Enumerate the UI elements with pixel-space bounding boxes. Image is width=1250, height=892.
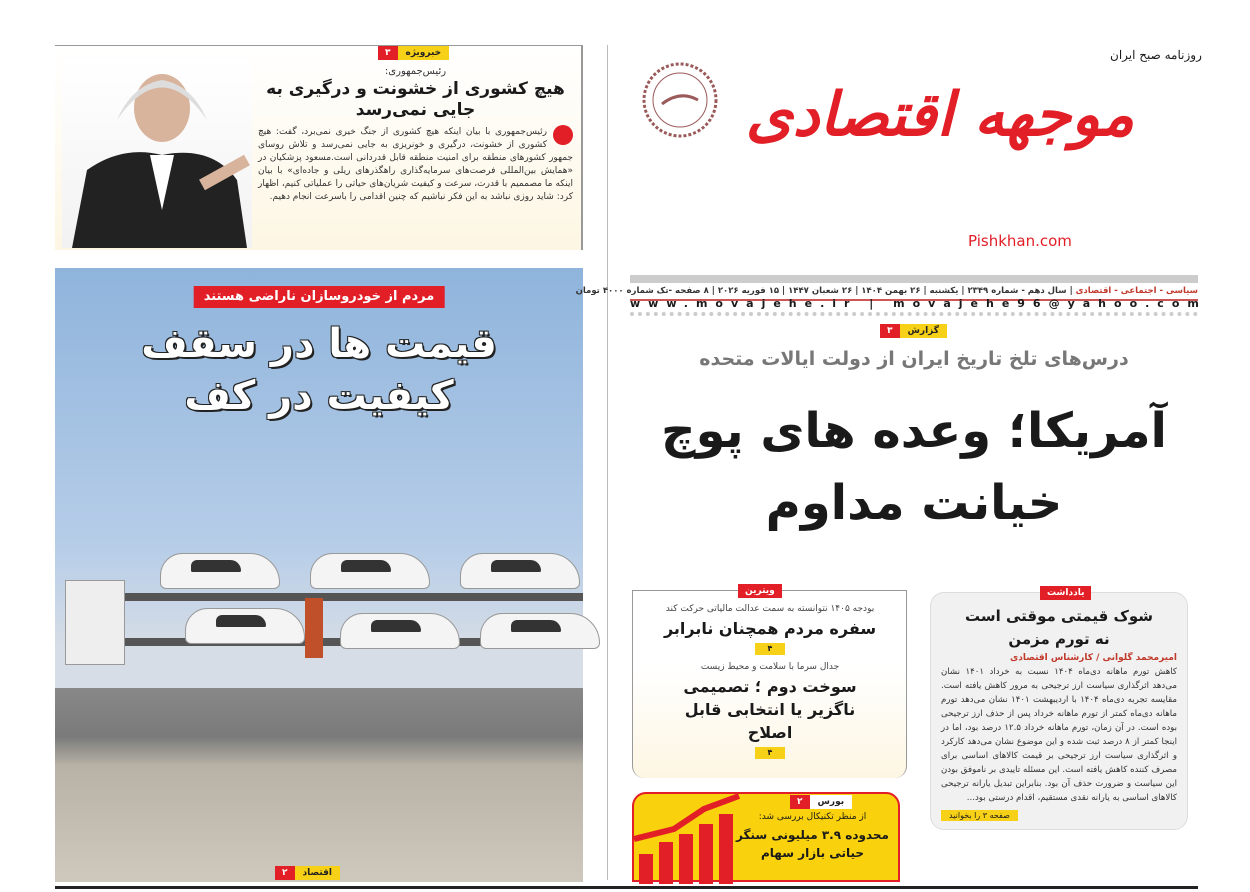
lead-headline[interactable] <box>630 395 1198 539</box>
brief-headline: هیچ کشوری از خشونت و درگیری به جایی نمی‌رسد <box>266 79 565 120</box>
bourse-headline[interactable]: محدوده ۳.۹ میلیونی سنگر حیاتی بازار سهام <box>736 828 889 860</box>
brief-body-wrap <box>258 123 573 204</box>
brief-content <box>258 66 573 204</box>
paper-logo-icon <box>553 125 573 145</box>
tag-label: ویترین <box>738 584 782 598</box>
tag-page: ۳ <box>378 46 398 60</box>
trailer-post <box>305 598 323 658</box>
car <box>310 553 430 589</box>
vitrin-kicker: جدال سرما با سلامت و محیط زیست <box>700 662 840 672</box>
read-more-link[interactable]: صفحه ۳ را بخوانید <box>941 810 1018 821</box>
note-headline-line: شوک قیمتی موقتی است <box>964 607 1154 625</box>
vitrin-items <box>640 604 900 763</box>
bourse-tag <box>790 795 852 809</box>
newspaper-logo-name: موجهه اقتصادی <box>745 80 1135 150</box>
car <box>340 613 460 649</box>
note-headline-line: نه تورم مزمن <box>1008 630 1110 648</box>
trailer-deck <box>125 593 583 601</box>
president-photo <box>62 60 252 248</box>
vitrin-headline[interactable]: سفره مردم همچنان نابرابر <box>663 619 877 638</box>
tag-label: یادداشت <box>1040 586 1091 600</box>
editorial-note-box <box>930 592 1188 830</box>
truck-cab <box>65 580 125 665</box>
cover-headline-line: کیفیت در کف <box>184 373 454 419</box>
cover-story-image[interactable] <box>55 268 583 882</box>
lead-kicker: درس‌های تلخ تاریخ ایران از دولت ایالات متحده <box>699 348 1129 370</box>
lead-headline-line: آمریکا؛ وعده های پوچ <box>660 403 1167 459</box>
page-ref[interactable]: ۴ <box>755 643 785 655</box>
note-body[interactable]: کاهش تورم ماهانه دی‌ماه ۱۴۰۴ نسبت به خرداد ۱۴۰۱ نشان می‌دهد اثرگذاری سیاست ارز ترجیحی به مرور کاهش یافته است. مقایسه تجربه دی‌ماه ۱۴۰۴ با اردیبهشت ۱۴۰۱ نشان می‌دهد تورم ماهانه دی‌ماه کمتر از تورم ماهانه خرداد پس از حذف ارز ترجیحی بوده است. در آن زمان، تورم ماهانه خرداد ۱۲.۵ درصد بود، اما در اینجا کمتر از ۸ درصد ثبت شده و این موضوع نشان می‌دهد کارکرد و اثرگذاری سیاست ارز ترجیحی بر قیمت کالاهای اساسی برای مصرف کننده کاهش یافته است. این مسئله تاییدی بر ناموفق بودن این سیاست و ضرورت حذف آن بود. بنابراین تبدیل یارانه ترجیحی کالاهای اساسی به یارانه نقدی مستقیم، اقدام درستی بود... <box>941 667 1178 803</box>
page-ref[interactable]: ۴ <box>755 747 785 759</box>
watermark: Pishkhan.com <box>968 232 1072 250</box>
vitrin-headline[interactable]: سوخت دوم ؛ تصمیمی ناگزیر یا انتخابی قابل اصلاح <box>683 677 857 742</box>
tag-page: ۲ <box>275 866 295 880</box>
lead-tag <box>880 324 947 338</box>
cover-headline-line: قیمت ها در سقف <box>141 321 497 367</box>
vitrin-kicker: بودجه ۱۴۰۵ نتوانسته به سمت عدالت مالیاتی حرکت کند <box>665 604 875 614</box>
brief-kicker: رئیس‌جمهوری: <box>384 66 447 77</box>
seal-icon <box>640 60 720 140</box>
issue-details: | سال دهم - شماره ۲۳۴۹ | یکشنبه | ۲۶ بهمن ۱۴۰۴ | ۲۶ شعبان ۱۴۴۷ | ۱۵ فوریه ۲۰۲۶ | ۸ صفحه -تک شماره ۴۰۰۰ تومان <box>575 286 1073 296</box>
car <box>480 613 600 649</box>
cover-headline <box>55 318 583 422</box>
note-author: امیرمحمد گلوانی / کارشناس اقتصادی <box>1009 653 1177 663</box>
brief-tag <box>378 46 449 60</box>
brief-body[interactable]: رئیس‌جمهوری با بیان اینکه هیچ کشوری از جنگ خیری نمی‌برد، گفت: هیچ کشوری از خشونت، درگیری و خونریزی به جایی نمی‌رسد و تلاش روسای جمهور کشورهای منطقه برای امنیت منطقه قابل قدردانی است.مسعود پزشکیان در «همایش بین‌المللی فرصت‌های سرمایه‌گذاری راهگذرهای ریلی و جاده‌ای» با بیان اینکه ما مصممیم با قدرت، سرعت و کیفیت شریان‌های حیاتی را عملیاتی کنیم، اظهار کرد: شاید روزی نباشد به این فکر نباشیم که چنین اقدامی را باسرعت انجام دهیم. <box>258 127 573 202</box>
tag-page: ۳ <box>880 324 900 338</box>
bourse-kicker: از منظر تکنیکال بررسی شد: <box>758 812 867 822</box>
rising-chart-icon <box>634 794 744 884</box>
category-label: سیاسی - اجتماعی - اقتصادی <box>1075 286 1198 296</box>
lead-headline-line: خیانت مداوم <box>765 475 1063 531</box>
tag-page: ۲ <box>790 795 810 809</box>
tag-label: گزارش <box>900 324 948 338</box>
vitrin-tag <box>738 584 782 598</box>
cover-kicker: مردم از خودروسازان ناراضی هستند <box>194 286 445 308</box>
cover-tag[interactable] <box>275 866 340 880</box>
note-headline <box>941 605 1177 651</box>
website-email-bar[interactable]: www.movajehe.ir | movajehe96@yahoo.com <box>630 297 1198 316</box>
car <box>460 553 580 589</box>
road-ground <box>55 688 583 882</box>
tag-label: اقتصاد <box>295 866 341 880</box>
footer-rule <box>55 886 1198 889</box>
person-photo-icon <box>62 60 252 248</box>
tag-label: خبرویژه <box>398 46 450 60</box>
tag-label: بورس <box>810 795 853 809</box>
column-divider <box>607 45 608 880</box>
note-tag <box>1040 586 1091 600</box>
car <box>185 608 305 644</box>
masthead-tagline: روزنامه صبح ایران <box>1110 48 1202 62</box>
car <box>160 553 280 589</box>
